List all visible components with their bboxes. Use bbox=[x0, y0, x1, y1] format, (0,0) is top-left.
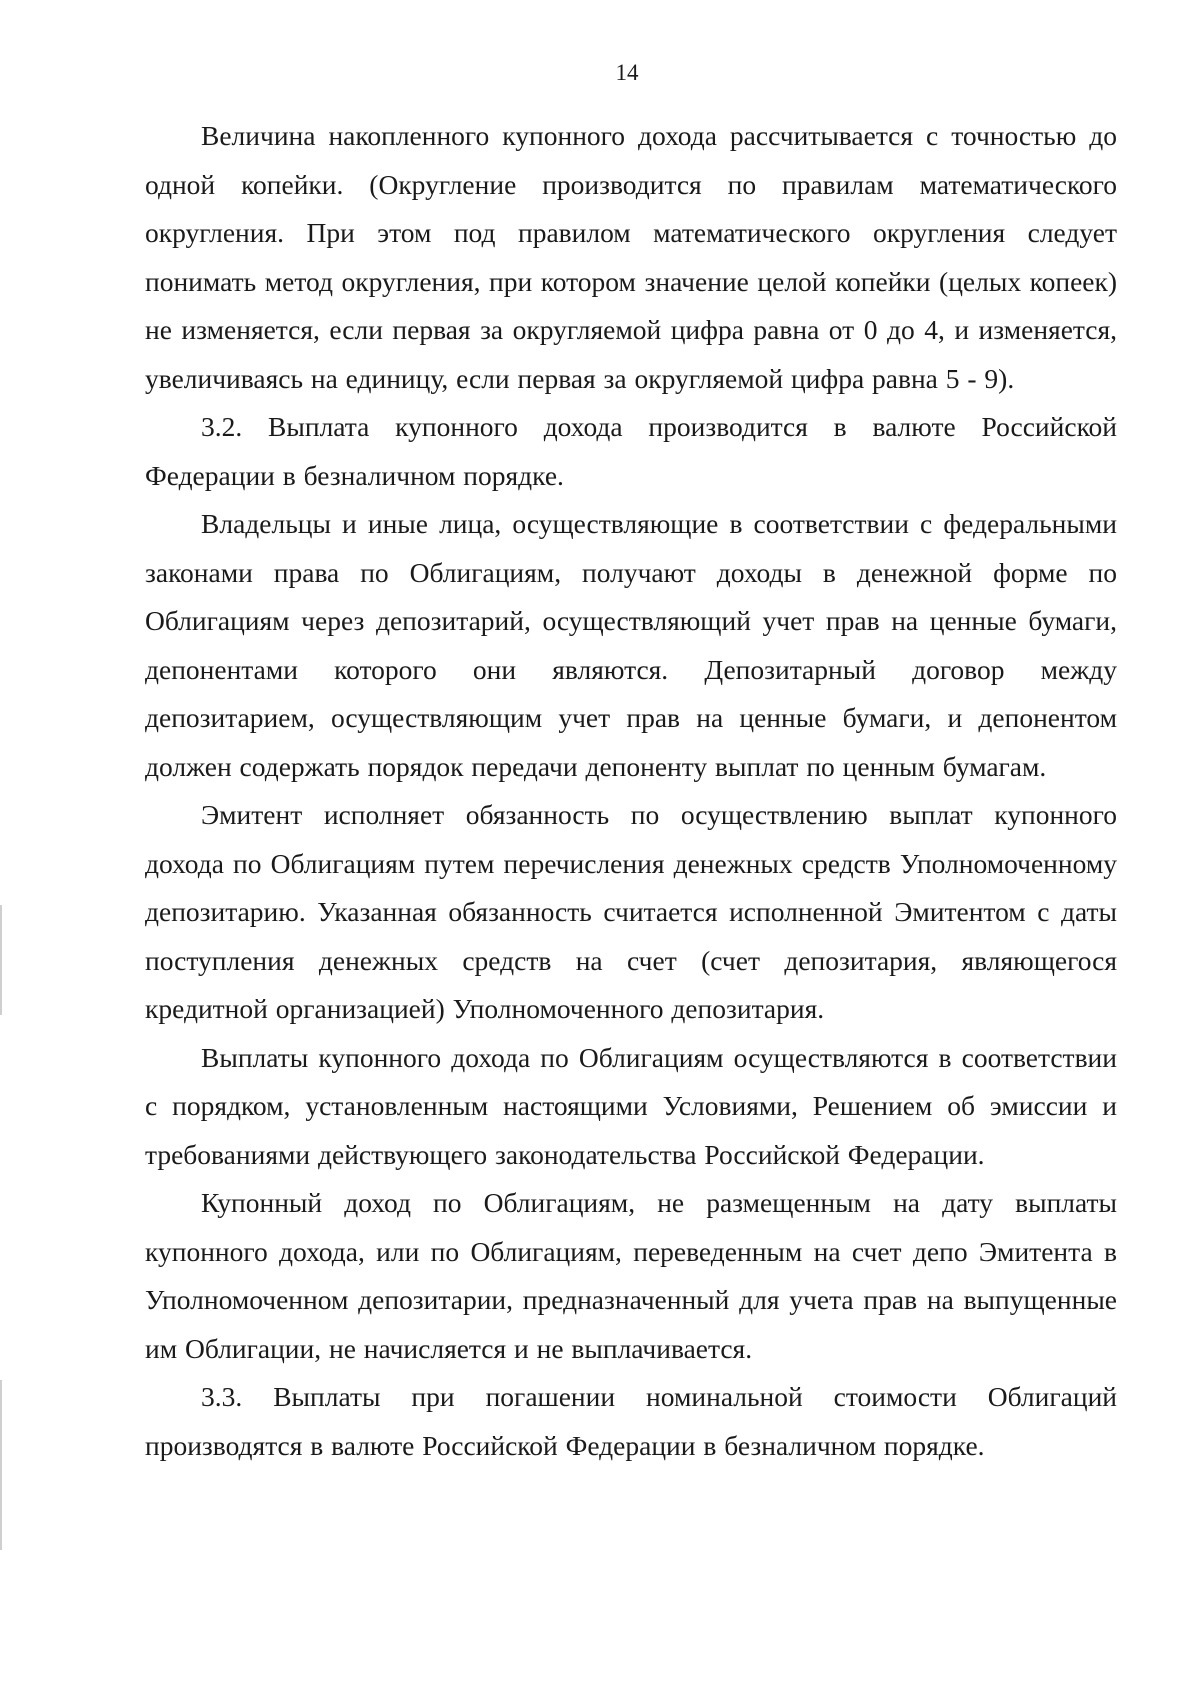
paragraph-holders-receive-income: Владельцы и иные лица, осуществляющие в соответствии с федеральными законами права по Облигациям, получают доходы в денежной форме по Облигациям через депозитарий, осуществляющий учет прав на ценные бумаги, депонентами которого они являются. Депозитарный договор между депозитарием, осуществляющим учет прав на ценные бумаги, и депонентом должен содержать порядок передачи депоненту выплат по ценным бумагам. bbox=[145, 508, 1117, 782]
paragraph-payment-procedure: Выплаты купонного дохода по Облигациям осуществляются в соответствии с порядком, установленным настоящими Условиями, Решением об эмиссии и требованиями действующего законодательства Российской Федерации. bbox=[145, 1041, 1117, 1170]
page-number: 14 bbox=[615, 60, 639, 85]
paragraph-issuer-obligation: Эмитент исполняет обязанность по осуществлению выплат купонного дохода по Облигациям путем перечисления денежных средств Уполномоченному депозитарию. Указанная обязанность считается исполненной Эмитентом с даты поступления денежных средств на счет (счет депозитария, являющегося кредитной организацией) Уполномоченного депозитария. bbox=[145, 799, 1117, 1024]
scan-edge-mark bbox=[0, 1380, 2, 1550]
paragraph-accrued-coupon-rounding: Величина накопленного купонного дохода рассчитывается с точностью до одной копейки. (Округление производится по правилам математического округления. При этом под правилом математического округления следует понимать метод округления, при котором значение целой копейки (целых копеек) не изменяется, если первая за округляемой цифра равна от 0 до 4, и изменяется, увеличиваясь на единицу, если первая за округляемой цифра равна 5 - 9). bbox=[145, 120, 1117, 394]
paragraph-3-2-coupon-payment-currency: 3.2. Выплата купонного дохода производится в валюте Российской Федерации в безналичном порядке. bbox=[145, 411, 1117, 491]
paragraph-unplaced-bonds: Купонный доход по Облигациям, не размещенным на дату выплаты купонного дохода, или по Облигациям, переведенным на счет депо Эмитента в Уполномоченном депозитарии, предназначенный для учета прав на выпущенные им Облигации, не начисляется и не выплачивается. bbox=[145, 1187, 1117, 1364]
scan-edge-mark bbox=[0, 905, 2, 1015]
document-body bbox=[145, 112, 1117, 1470]
paragraph-3-3-redemption-payments: 3.3. Выплаты при погашении номинальной стоимости Облигаций производятся в валюте Российской Федерации в безналичном порядке. bbox=[145, 1381, 1117, 1461]
